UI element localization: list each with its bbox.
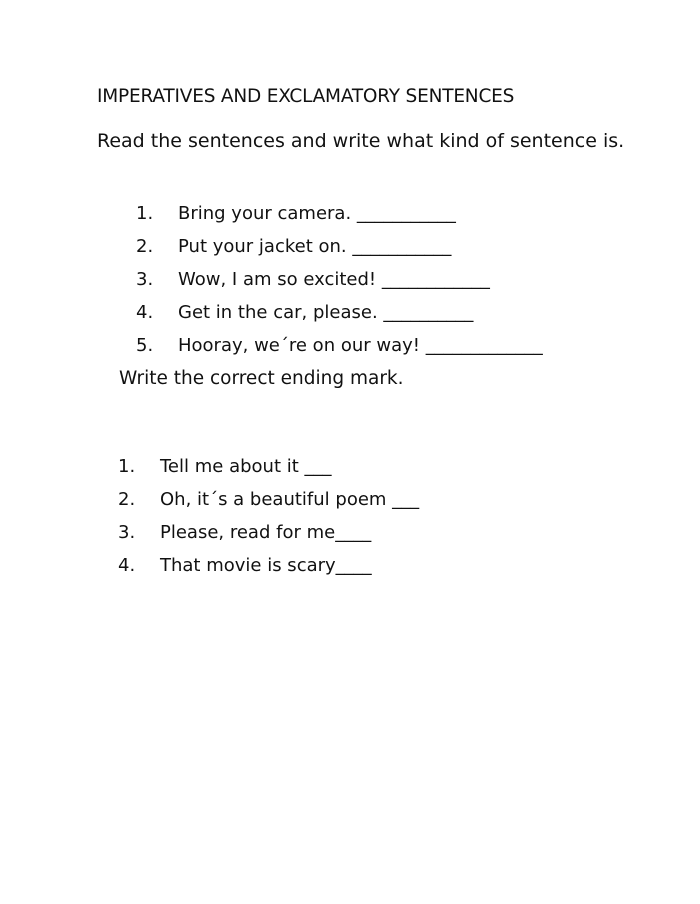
item-number: 2. [136, 236, 154, 257]
item-text: Get in the car, please. __________ [178, 302, 474, 323]
ending-mark-list [118, 450, 419, 582]
item-text: Hooray, we´re on our way! _____________ [178, 335, 543, 356]
item-text: Tell me about it ___ [160, 456, 332, 477]
instruction-ending-mark: Write the correct ending mark. [119, 368, 404, 389]
item-text: That movie is scary____ [160, 555, 372, 576]
list-item [136, 263, 543, 296]
item-number: 3. [136, 269, 154, 290]
list-item [136, 329, 543, 362]
list-item [136, 296, 543, 329]
item-text: Put your jacket on. ___________ [178, 236, 452, 257]
item-text: Oh, it´s a beautiful poem ___ [160, 489, 420, 510]
item-number: 5. [136, 335, 154, 356]
item-text: Bring your camera. ___________ [178, 203, 456, 224]
item-text: Please, read for me____ [160, 522, 372, 543]
sentence-type-list [136, 197, 543, 362]
item-number: 2. [118, 489, 136, 510]
item-text: Wow, I am so excited! ____________ [178, 269, 490, 290]
list-item [118, 483, 419, 516]
item-number: 4. [136, 302, 154, 323]
item-number: 1. [136, 203, 154, 224]
list-item [118, 450, 419, 483]
list-item [136, 197, 543, 230]
list-item [136, 230, 543, 263]
instruction-identify-sentence-type: Read the sentences and write what kind of sentence is. [97, 130, 625, 152]
item-number: 1. [118, 456, 136, 477]
item-number: 3. [118, 522, 136, 543]
worksheet-title: IMPERATIVES AND EXCLAMATORY SENTENCES [97, 86, 515, 107]
list-item [118, 516, 419, 549]
item-number: 4. [118, 555, 136, 576]
list-item [118, 549, 419, 582]
